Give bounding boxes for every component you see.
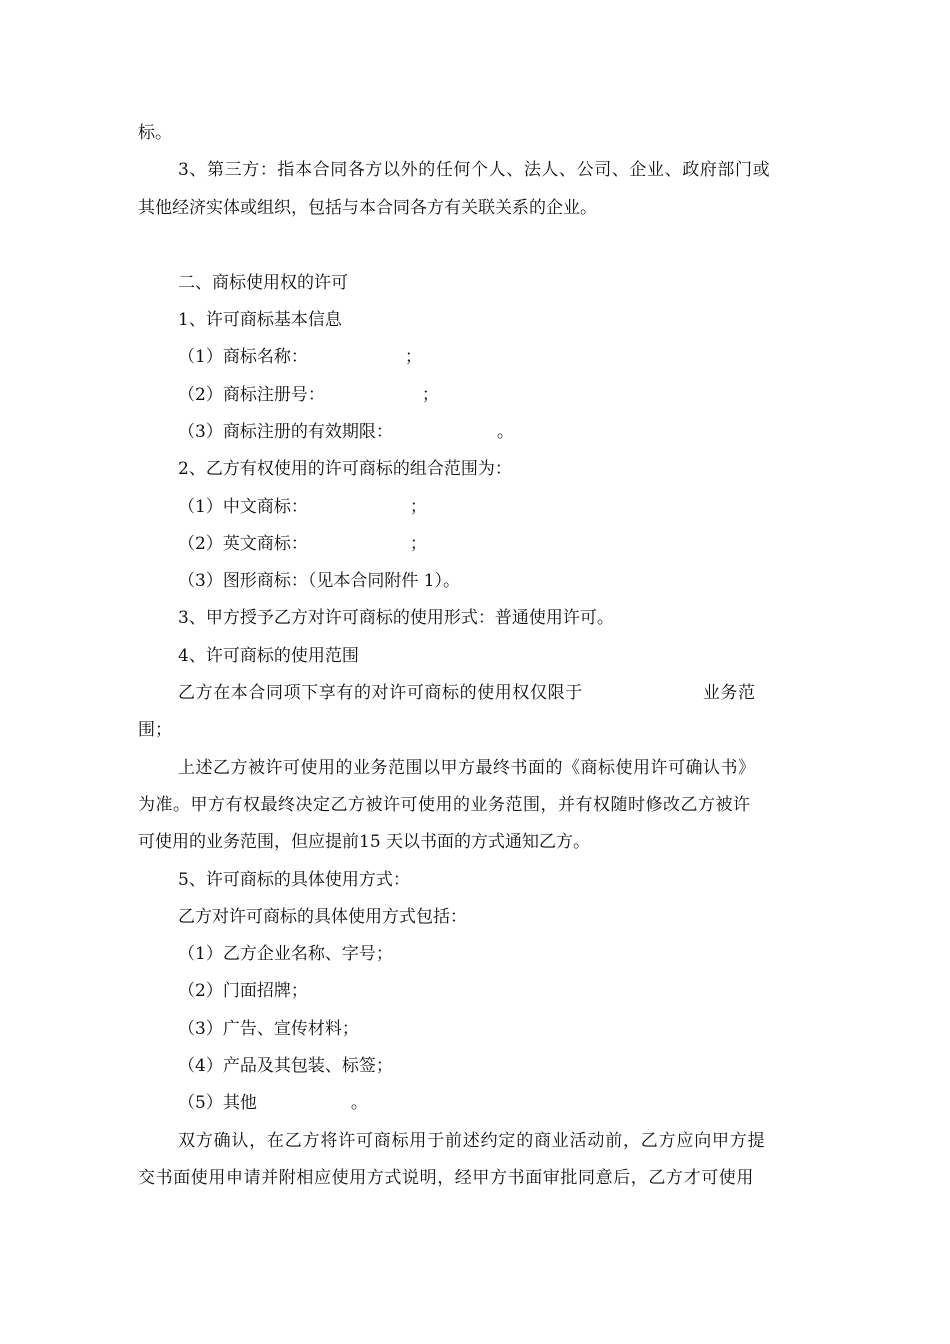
text-line: （3）图形商标：（见本合同附件 1）。 bbox=[178, 571, 461, 591]
punctuation: ； bbox=[409, 534, 427, 554]
text-line bbox=[178, 346, 422, 368]
text-line: 围； bbox=[138, 720, 172, 740]
field-label: （1）商标名称： bbox=[178, 347, 308, 367]
list-item: （1）乙方企业名称、字号； bbox=[178, 944, 393, 964]
text-line: 4、许可商标的使用范围 bbox=[178, 646, 359, 666]
section-heading: 二、商标使用权的许可 bbox=[178, 273, 348, 293]
text-line: 为准。甲方有权最终决定乙方被许可使用的业务范围，并有权随时修改乙方被许 bbox=[138, 795, 751, 815]
text-line: 1、许可商标基本信息 bbox=[178, 310, 342, 330]
text-line: 交书面使用申请并附相应使用方式说明，经甲方书面审批同意后，乙方才可使用 bbox=[138, 1168, 754, 1188]
punctuation: ； bbox=[421, 385, 439, 405]
text-line: 上述乙方被许可使用的业务范围以甲方最终书面的《商标使用许可确认书》 bbox=[178, 758, 756, 778]
field-label: （3）商标注册的有效期限： bbox=[178, 422, 393, 442]
field-label: （2）英文商标： bbox=[178, 534, 308, 554]
text-line: 3、第三方：指本合同各方以外的任何个人、法人、公司、企业、政府部门或 bbox=[178, 160, 771, 180]
text-line bbox=[178, 496, 427, 518]
punctuation: ； bbox=[409, 497, 427, 517]
text-line bbox=[178, 533, 427, 555]
punctuation: ； bbox=[404, 347, 422, 367]
list-item: （4）产品及其包装、标签； bbox=[178, 1056, 393, 1076]
punctuation: 。 bbox=[496, 422, 514, 442]
text-line bbox=[178, 384, 439, 406]
list-item: （3）广告、宣传材料； bbox=[178, 1019, 359, 1039]
text-line: 2、乙方有权使用的许可商标的组合范围为： bbox=[178, 459, 512, 479]
text-line bbox=[178, 682, 756, 704]
field-label: （5）其他 bbox=[178, 1093, 257, 1113]
text-line bbox=[178, 421, 514, 443]
text-line: 可使用的业务范围，但应提前15 天以书面的方式通知乙方。 bbox=[138, 832, 591, 852]
text-line: 3、甲方授予乙方对许可商标的使用形式：普通使用许可。 bbox=[178, 608, 614, 628]
list-item bbox=[178, 1092, 368, 1114]
field-label: （1）中文商标： bbox=[178, 497, 308, 517]
field-label: （2）商标注册号： bbox=[178, 385, 325, 405]
text-line: 其他经济实体或组织，包括与本合同各方有关联关系的企业。 bbox=[138, 198, 597, 218]
text-segment: 业务范 bbox=[702, 683, 756, 703]
punctuation: 。 bbox=[350, 1093, 368, 1113]
text-line: 标。 bbox=[138, 123, 172, 143]
text-line: 乙方对许可商标的具体使用方式包括： bbox=[178, 907, 467, 927]
text-line: 5、许可商标的具体使用方式： bbox=[178, 870, 410, 890]
list-item: （2）门面招牌； bbox=[178, 981, 308, 1001]
text-line: 双方确认，在乙方将许可商标用于前述约定的商业活动前，乙方应向甲方提 bbox=[178, 1131, 766, 1151]
text-segment: 乙方在本合同项下享有的对许可商标的使用权仅限于 bbox=[178, 683, 583, 703]
